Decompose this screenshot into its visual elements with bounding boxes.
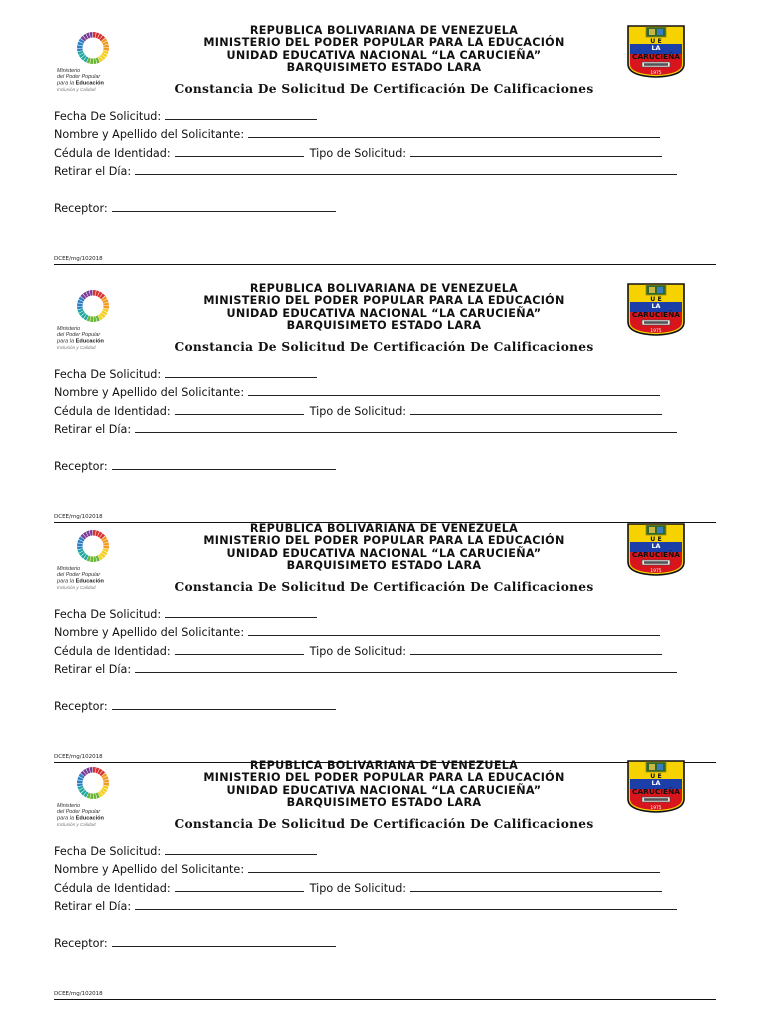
retirar-blank-line[interactable] bbox=[135, 899, 677, 910]
field-fecha-solicitud bbox=[54, 844, 317, 859]
nombre-blank-line[interactable] bbox=[248, 862, 660, 873]
field-label: Retirar el Día: bbox=[54, 165, 132, 178]
receptor-blank-line[interactable] bbox=[112, 459, 336, 470]
logo-ring-segment bbox=[77, 543, 83, 546]
field-nombre-apellido bbox=[54, 625, 660, 640]
form-title: Constancia De Solicitud De Certificación De Calificaciones bbox=[174, 82, 594, 96]
field-retirar-dia bbox=[54, 662, 677, 677]
institution-header bbox=[130, 760, 638, 809]
school-crest-logo bbox=[626, 759, 686, 813]
institution-header bbox=[130, 283, 638, 332]
form-title: Constancia De Solicitud De Certificación De Calificaciones bbox=[174, 817, 594, 831]
field-label: Receptor: bbox=[54, 202, 108, 215]
ministry-of-education-logo bbox=[56, 526, 130, 590]
field-label: Tipo de Solicitud: bbox=[309, 645, 407, 658]
logo-ring-segment bbox=[90, 793, 93, 799]
logo-text-line3: para la Educación bbox=[57, 80, 104, 87]
request-slip-1 bbox=[0, 0, 768, 262]
ministry-of-education-logo bbox=[56, 28, 130, 92]
field-label: Cédula de Identidad: bbox=[54, 645, 171, 658]
logo-ring-segment bbox=[93, 767, 96, 773]
logo-text-line2: del Poder Popular bbox=[57, 74, 101, 80]
field-label: Retirar el Día: bbox=[54, 663, 132, 676]
field-cedula-tipo bbox=[54, 146, 662, 161]
logo-ring-segment bbox=[103, 48, 109, 51]
tipo-blank-line[interactable] bbox=[410, 404, 662, 415]
logo-text-line3: para la Educación bbox=[57, 815, 104, 822]
field-label: Nombre y Apellido del Solicitante: bbox=[54, 386, 245, 399]
header-line-republic: REPUBLICA BOLIVARIANA DE VENEZUELA bbox=[249, 24, 519, 37]
logo-text-line2: del Poder Popular bbox=[57, 332, 101, 338]
nombre-blank-line[interactable] bbox=[248, 127, 660, 138]
crest-name-line1: LA bbox=[651, 302, 661, 310]
school-crest-logo bbox=[626, 522, 686, 576]
crest-name-line2: CARUCIEÑA bbox=[632, 550, 680, 559]
logo-text-line3: para la Educación bbox=[57, 578, 104, 585]
receptor-blank-line[interactable] bbox=[112, 201, 336, 212]
crest-year: 1975 bbox=[650, 329, 662, 334]
logo-ring-segment bbox=[77, 303, 83, 306]
field-nombre-apellido bbox=[54, 385, 660, 400]
field-label: Nombre y Apellido del Solicitante: bbox=[54, 863, 245, 876]
header-line-school: UNIDAD EDUCATIVA NACIONAL “LA CARUCIEÑA” bbox=[226, 48, 542, 62]
receptor-blank-line[interactable] bbox=[112, 699, 336, 710]
field-receptor bbox=[54, 459, 336, 474]
field-receptor bbox=[54, 201, 336, 216]
header-line-ministry: MINISTERIO DEL PODER POPULAR PARA LA EDUCACIÓN bbox=[203, 294, 565, 308]
header-line-ministry: MINISTERIO DEL PODER POPULAR PARA LA EDUCACIÓN bbox=[203, 534, 565, 548]
header-line-city: BARQUISIMETO ESTADO LARA bbox=[286, 795, 482, 809]
cedula-blank-line[interactable] bbox=[175, 146, 304, 157]
header-line-school: UNIDAD EDUCATIVA NACIONAL “LA CARUCIEÑA” bbox=[226, 546, 542, 560]
crest-name-line1: LA bbox=[651, 779, 661, 787]
cedula-blank-line[interactable] bbox=[175, 404, 304, 415]
field-label: Receptor: bbox=[54, 460, 108, 473]
crest-letters: U E bbox=[650, 773, 662, 780]
field-fecha-solicitud bbox=[54, 109, 317, 124]
crest-year: 1975 bbox=[650, 71, 662, 76]
logo-text-line1: Ministerio bbox=[57, 326, 81, 332]
fecha-blank-line[interactable] bbox=[165, 607, 317, 618]
logo-tagline: Inclusión y Calidad bbox=[57, 345, 96, 350]
retirar-blank-line[interactable] bbox=[135, 422, 677, 433]
logo-ring-segment bbox=[93, 530, 96, 536]
logo-ring-segment bbox=[90, 316, 93, 322]
field-label: Retirar el Día: bbox=[54, 900, 132, 913]
request-slip-2 bbox=[0, 256, 768, 520]
field-label: Fecha De Solicitud: bbox=[54, 368, 162, 381]
logo-text-line1: Ministerio bbox=[57, 566, 81, 572]
logo-ring-segment bbox=[90, 556, 93, 562]
crest-letters: U E bbox=[650, 296, 662, 303]
request-slip-3 bbox=[0, 496, 768, 760]
field-retirar-dia bbox=[54, 899, 677, 914]
document-code: DCEE/mg/102018 bbox=[54, 754, 103, 760]
document-code: DCEE/mg/102018 bbox=[54, 991, 103, 997]
document-code: DCEE/mg/102018 bbox=[54, 256, 103, 262]
header-line-ministry: MINISTERIO DEL PODER POPULAR PARA LA EDUCACIÓN bbox=[203, 771, 565, 785]
crest-year: 1975 bbox=[650, 569, 662, 574]
receptor-blank-line[interactable] bbox=[112, 936, 336, 947]
field-label: Fecha De Solicitud: bbox=[54, 608, 162, 621]
field-label: Fecha De Solicitud: bbox=[54, 110, 162, 123]
header-line-school: UNIDAD EDUCATIVA NACIONAL “LA CARUCIEÑA” bbox=[226, 306, 542, 320]
crest-name-line2: CARUCIEÑA bbox=[632, 310, 680, 319]
institution-header bbox=[130, 523, 638, 572]
logo-ring-segment bbox=[77, 45, 83, 48]
crest-letters: U E bbox=[650, 536, 662, 543]
logo-text-line2: del Poder Popular bbox=[57, 809, 101, 815]
nombre-blank-line[interactable] bbox=[248, 385, 660, 396]
header-line-city: BARQUISIMETO ESTADO LARA bbox=[286, 558, 482, 572]
field-retirar-dia bbox=[54, 422, 677, 437]
crest-name-line1: LA bbox=[651, 44, 661, 52]
field-fecha-solicitud bbox=[54, 367, 317, 382]
logo-ring-segment bbox=[77, 780, 83, 783]
field-label: Receptor: bbox=[54, 937, 108, 950]
field-label: Cédula de Identidad: bbox=[54, 405, 171, 418]
ministry-of-education-logo bbox=[56, 763, 130, 827]
field-label: Tipo de Solicitud: bbox=[309, 882, 407, 895]
logo-ring-segment bbox=[93, 32, 96, 38]
field-label: Receptor: bbox=[54, 700, 108, 713]
cut-separator-line bbox=[54, 999, 716, 1000]
field-cedula-tipo bbox=[54, 644, 662, 659]
form-title: Constancia De Solicitud De Certificación De Calificaciones bbox=[174, 580, 594, 594]
logo-ring-segment bbox=[90, 58, 93, 64]
fecha-blank-line[interactable] bbox=[165, 844, 317, 855]
logo-ring-segment bbox=[93, 290, 96, 296]
crest-name-line2: CARUCIEÑA bbox=[632, 52, 680, 61]
tipo-blank-line[interactable] bbox=[410, 146, 662, 157]
logo-text-line1: Ministerio bbox=[57, 68, 81, 74]
header-line-city: BARQUISIMETO ESTADO LARA bbox=[286, 318, 482, 332]
field-label: Retirar el Día: bbox=[54, 423, 132, 436]
header-line-republic: REPUBLICA BOLIVARIANA DE VENEZUELA bbox=[249, 282, 519, 295]
field-label: Nombre y Apellido del Solicitante: bbox=[54, 128, 245, 141]
logo-text-line2: del Poder Popular bbox=[57, 572, 101, 578]
nombre-blank-line[interactable] bbox=[248, 625, 660, 636]
retirar-blank-line[interactable] bbox=[135, 662, 677, 673]
field-label: Fecha De Solicitud: bbox=[54, 845, 162, 858]
cedula-blank-line[interactable] bbox=[175, 644, 304, 655]
header-line-school: UNIDAD EDUCATIVA NACIONAL “LA CARUCIEÑA” bbox=[226, 783, 542, 797]
logo-ring-segment bbox=[103, 306, 109, 309]
field-receptor bbox=[54, 936, 336, 951]
field-retirar-dia bbox=[54, 164, 677, 179]
logo-ring-segment bbox=[103, 783, 109, 786]
header-line-republic: REPUBLICA BOLIVARIANA DE VENEZUELA bbox=[249, 522, 519, 535]
field-fecha-solicitud bbox=[54, 607, 317, 622]
field-label: Nombre y Apellido del Solicitante: bbox=[54, 626, 245, 639]
logo-tagline: Inclusión y Calidad bbox=[57, 87, 96, 92]
request-slip-4 bbox=[0, 733, 768, 997]
tipo-blank-line[interactable] bbox=[410, 881, 662, 892]
logo-text-line3: para la Educación bbox=[57, 338, 104, 345]
field-nombre-apellido bbox=[54, 862, 660, 877]
header-line-city: BARQUISIMETO ESTADO LARA bbox=[286, 60, 482, 74]
header-line-ministry: MINISTERIO DEL PODER POPULAR PARA LA EDUCACIÓN bbox=[203, 36, 565, 50]
logo-text-line1: Ministerio bbox=[57, 803, 81, 809]
institution-header bbox=[130, 25, 638, 74]
fecha-blank-line[interactable] bbox=[165, 109, 317, 120]
field-receptor bbox=[54, 699, 336, 714]
tipo-blank-line[interactable] bbox=[410, 644, 662, 655]
field-label: Tipo de Solicitud: bbox=[309, 405, 407, 418]
document-code: DCEE/mg/102018 bbox=[54, 514, 103, 520]
crest-name-line2: CARUCIEÑA bbox=[632, 787, 680, 796]
retirar-blank-line[interactable] bbox=[135, 164, 677, 175]
field-label: Cédula de Identidad: bbox=[54, 147, 171, 160]
header-line-republic: REPUBLICA BOLIVARIANA DE VENEZUELA bbox=[249, 759, 519, 772]
logo-ring-segment bbox=[103, 546, 109, 549]
fecha-blank-line[interactable] bbox=[165, 367, 317, 378]
field-cedula-tipo bbox=[54, 404, 662, 419]
logo-tagline: Inclusión y Calidad bbox=[57, 585, 96, 590]
cedula-blank-line[interactable] bbox=[175, 881, 304, 892]
field-cedula-tipo bbox=[54, 881, 662, 896]
field-label: Cédula de Identidad: bbox=[54, 882, 171, 895]
school-crest-logo bbox=[626, 282, 686, 336]
crest-year: 1975 bbox=[650, 806, 662, 811]
ministry-of-education-logo bbox=[56, 286, 130, 350]
logo-tagline: Inclusión y Calidad bbox=[57, 822, 96, 827]
field-nombre-apellido bbox=[54, 127, 660, 142]
crest-letters: U E bbox=[650, 38, 662, 45]
school-crest-logo bbox=[626, 24, 686, 78]
form-title: Constancia De Solicitud De Certificación De Calificaciones bbox=[174, 340, 594, 354]
crest-name-line1: LA bbox=[651, 542, 661, 550]
field-label: Tipo de Solicitud: bbox=[309, 147, 407, 160]
